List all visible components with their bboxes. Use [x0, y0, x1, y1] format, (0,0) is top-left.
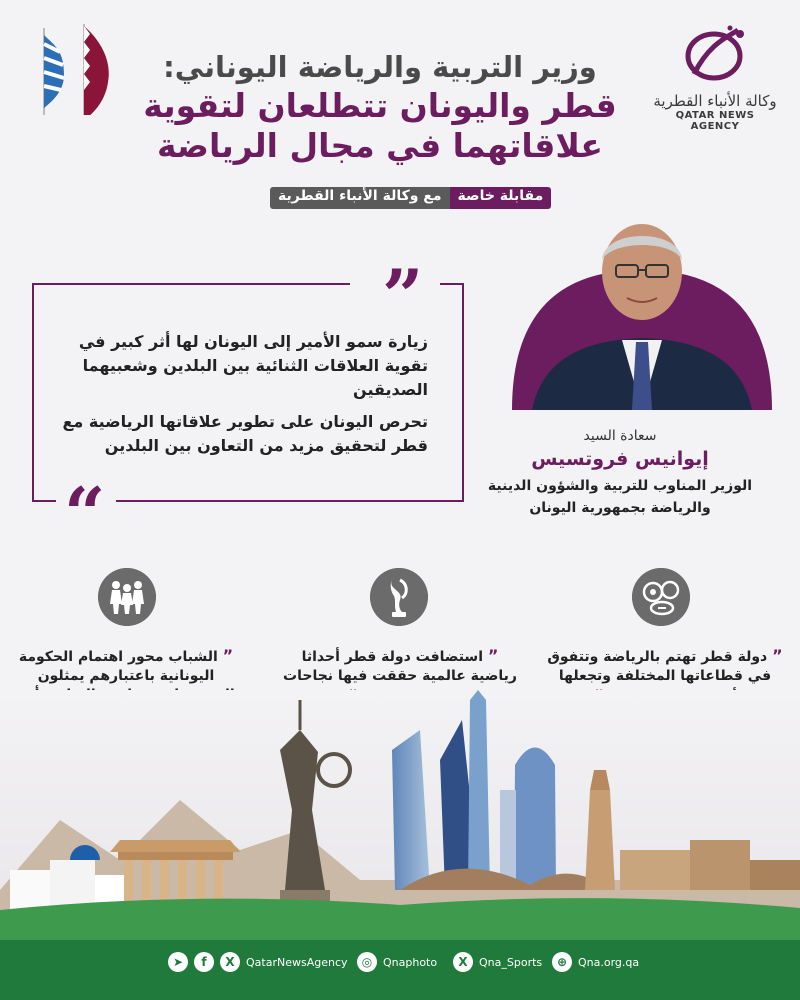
- fact-youth-text: الشباب محور اهتمام الحكومة اليونانية باعتبارهم يمثلون: [18, 649, 218, 684]
- interview-tag-part1: مقابلة خاصة: [450, 187, 552, 209]
- headline-line-2: قطر واليونان تتطلعان لتقوية: [143, 86, 617, 125]
- interview-tag-part2: مع وكالة الأنباء القطرية: [270, 187, 450, 209]
- greece-qatar-flags: [30, 20, 120, 115]
- fact-cup-text: استضافت دولة قطر أحداثا رياضية عالمية حققت فيها نجاحات: [283, 649, 517, 684]
- quote-2: تحرص اليونان على تطوير علاقاتها الرياضية مع قطر لتحقيق مزيد من التعاون بين البلدين: [62, 412, 428, 455]
- person-role-line1: الوزير المناوب للتربية والشؤون الدينية: [487, 478, 753, 494]
- greece-qatar-skyline-illustration: [0, 690, 800, 940]
- x-icon[interactable]: X: [453, 952, 473, 972]
- interview-tag: [270, 187, 551, 209]
- footer-social-group-4[interactable]: [552, 951, 639, 973]
- footer-handle-qna-sports[interactable]: Qna_Sports: [479, 955, 543, 969]
- footer-handle-qnaphoto[interactable]: Qnaphoto: [383, 955, 438, 969]
- quote-mark-icon: ”: [772, 646, 783, 665]
- minister-portrait: [512, 210, 772, 410]
- quote-mark-icon: ”: [487, 646, 499, 665]
- telegram-icon[interactable]: ➤: [168, 952, 188, 972]
- x-icon[interactable]: X: [220, 952, 240, 972]
- logo-name-en: QATAR NEWS AGENCY: [675, 110, 755, 132]
- quote-open-icon: ”: [382, 253, 424, 338]
- facebook-icon[interactable]: f: [194, 952, 214, 972]
- quote-close-icon: “: [64, 471, 106, 556]
- footer-social-group-3[interactable]: [453, 951, 542, 973]
- footer-social-group-1[interactable]: [168, 951, 348, 973]
- headline-line-3: علاقاتهما في مجال الرياضة: [157, 126, 603, 165]
- qna-logo-icon: [680, 22, 750, 86]
- instagram-icon[interactable]: ◎: [357, 952, 377, 972]
- quote-mark-icon: ”: [222, 646, 234, 665]
- sports-balls-icon: [632, 568, 690, 626]
- person-name: إيوانيس فروتسيس: [531, 448, 709, 470]
- trophy-icon: [370, 568, 428, 626]
- footer-social-group-2[interactable]: [357, 951, 437, 973]
- globe-icon[interactable]: ⊕: [552, 952, 572, 972]
- fact-sports-text: دولة قطر تهتم بالرياضة وتتفوق في قطاعاتها المختلفة وتجعلها: [547, 649, 772, 684]
- headline-line-1: وزير التربية والرياضة اليوناني:: [163, 50, 597, 84]
- footer-handle-qatarnewsagency[interactable]: QatarNewsAgency: [246, 955, 348, 969]
- quote-1: زيارة سمو الأمير إلى اليونان لها أثر كبير في تقوية العلاقات الثنائية بين البلدين وشعبيهما الصديقين: [78, 332, 428, 399]
- qna-logo: [650, 22, 780, 132]
- person-role-line2: والرياضة بجمهورية اليونان: [529, 500, 711, 516]
- youth-icon: [98, 568, 156, 626]
- logo-name-ar: وكالة الأنباء القطرية: [653, 92, 777, 110]
- person-honorific: سعادة السيد: [583, 428, 657, 444]
- footer-website[interactable]: Qna.org.qa: [578, 955, 640, 969]
